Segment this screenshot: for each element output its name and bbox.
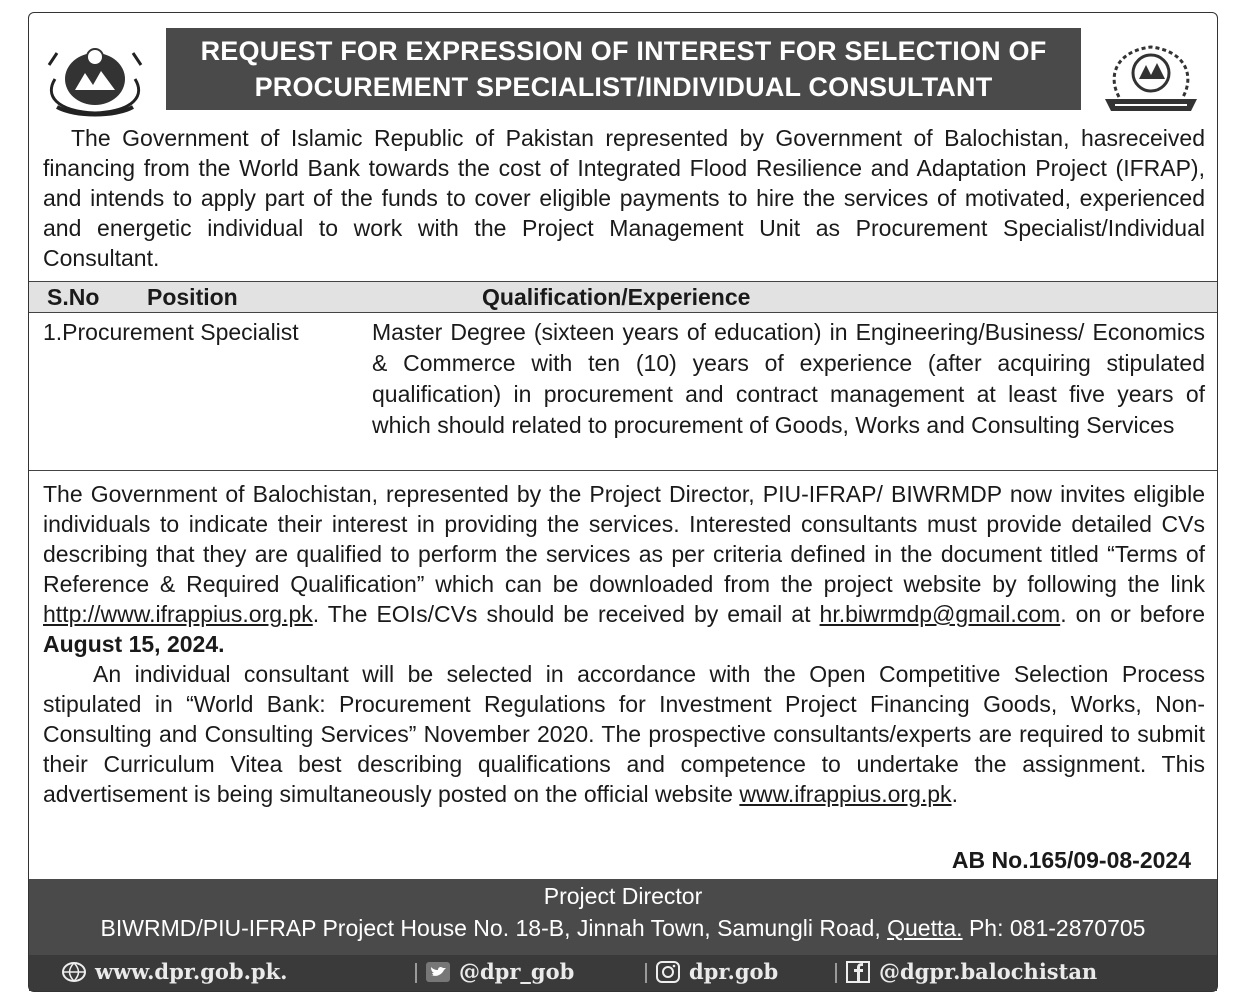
title-line-2: PROCUREMENT SPECIALIST/INDIVIDUAL CONSULTANT [254, 72, 993, 102]
header-position: Position [147, 284, 238, 310]
table-row [29, 313, 1217, 471]
row-qualification: Master Degree (sixteen years of education) in Engineering/Business/ Economics & Commerce with ten (10) years of experience (after acquiring stipulated qualification) in procurement and contract management at least five years of which should related to procurement of Goods, Works and Consulting Services [372, 319, 1205, 438]
divider [645, 963, 647, 983]
address-phone: Ph: 081-2870705 [962, 915, 1146, 941]
social-twitter-label: @dpr_gob [459, 959, 575, 984]
email-link[interactable]: hr.biwrmdp@gmail.com [819, 601, 1061, 627]
address-text: BIWRMD/PIU-IFRAP Project House No. 18-B, Jinnah Town, Samungli Road, [100, 915, 888, 941]
balochistan-emblem-icon [35, 35, 155, 119]
invite-text-2: . The EOIs/CVs should be received by email at [312, 601, 820, 627]
project-website-link[interactable]: http://www.ifrappius.org.pk [43, 601, 313, 627]
header-sno: S.No [47, 284, 100, 310]
invite-text-3: . on or before [1060, 601, 1205, 627]
globe-icon [61, 961, 87, 983]
selection-paragraph [43, 659, 1205, 809]
social-web[interactable] [61, 959, 287, 984]
dpr-seal-icon [1091, 35, 1211, 119]
title-line-1: REQUEST FOR EXPRESSION OF INTEREST FOR SELECTION OF [200, 36, 1047, 66]
instagram-icon [655, 961, 681, 983]
ab-number: AB No.165/09-08-2024 [951, 847, 1191, 873]
header-qualification: Qualification/Experience [482, 284, 751, 310]
invite-text-1: The Government of Balochistan, represented by the Project Director, PIU-IFRAP/ BIWRMDP now invites eligible individuals to indicate their interest in providing the services. Interested consultants must provide detailed CVs describing that they are qualified to perform the services as per criteria defined in the document titled “Terms of Reference & Required Qualification” which can be downloaded from the project website by following the link [43, 481, 1205, 597]
divider [415, 963, 417, 983]
official-website-link[interactable]: www.ifrappius.org.pk [739, 781, 952, 807]
social-web-label: www.dpr.gob.pk. [95, 959, 288, 984]
address-city: Quetta. [887, 915, 963, 941]
social-bar [29, 955, 1217, 991]
intro-paragraph: The Government of Islamic Republic of Pakistan represented by Government of Balochistan, hasreceived financing from the World Bank towards the cost of Integrated Flood Resilience and Adaptation Project (IFRAP), and intends to apply part of the funds to cover eligible payments to hire the services of motivated, experienced and energetic individual to work with the Project Management Unit as Procurement Specialist/Individual Consultant. [43, 125, 1205, 271]
footer-contact [29, 879, 1217, 955]
row-position: 1.Procurement Specialist [43, 319, 299, 345]
notice-title [166, 28, 1081, 110]
advertisement-frame [28, 12, 1218, 992]
deadline-date: August 15, 2024. [43, 631, 225, 657]
twitter-icon [425, 961, 451, 983]
selection-end: . [951, 781, 958, 807]
social-facebook[interactable] [845, 959, 1097, 984]
social-instagram[interactable] [655, 959, 778, 984]
footer-address [29, 915, 1217, 942]
invitation-paragraph [43, 479, 1205, 659]
divider [835, 963, 837, 983]
selection-text: An individual consultant will be selected in accordance with the Open Competitive Selection Process stipulated in “World Bank: Procurement Regulations for Investment Project Financing Goods, Works, Non-Consulting and Consulting Services” November 2020. The prospective consultants/experts are required to submit their Curriculum Vitea best describing qualifications and competence to undertake the assignment. This advertisement is being simultaneously posted on the official website [43, 661, 1205, 807]
social-instagram-label: dpr.gob [689, 959, 779, 984]
footer-role: Project Director [543, 883, 703, 909]
facebook-icon [845, 961, 871, 983]
table-header [29, 281, 1217, 313]
social-facebook-label: @dgpr.balochistan [879, 959, 1098, 984]
social-twitter[interactable] [425, 959, 574, 984]
